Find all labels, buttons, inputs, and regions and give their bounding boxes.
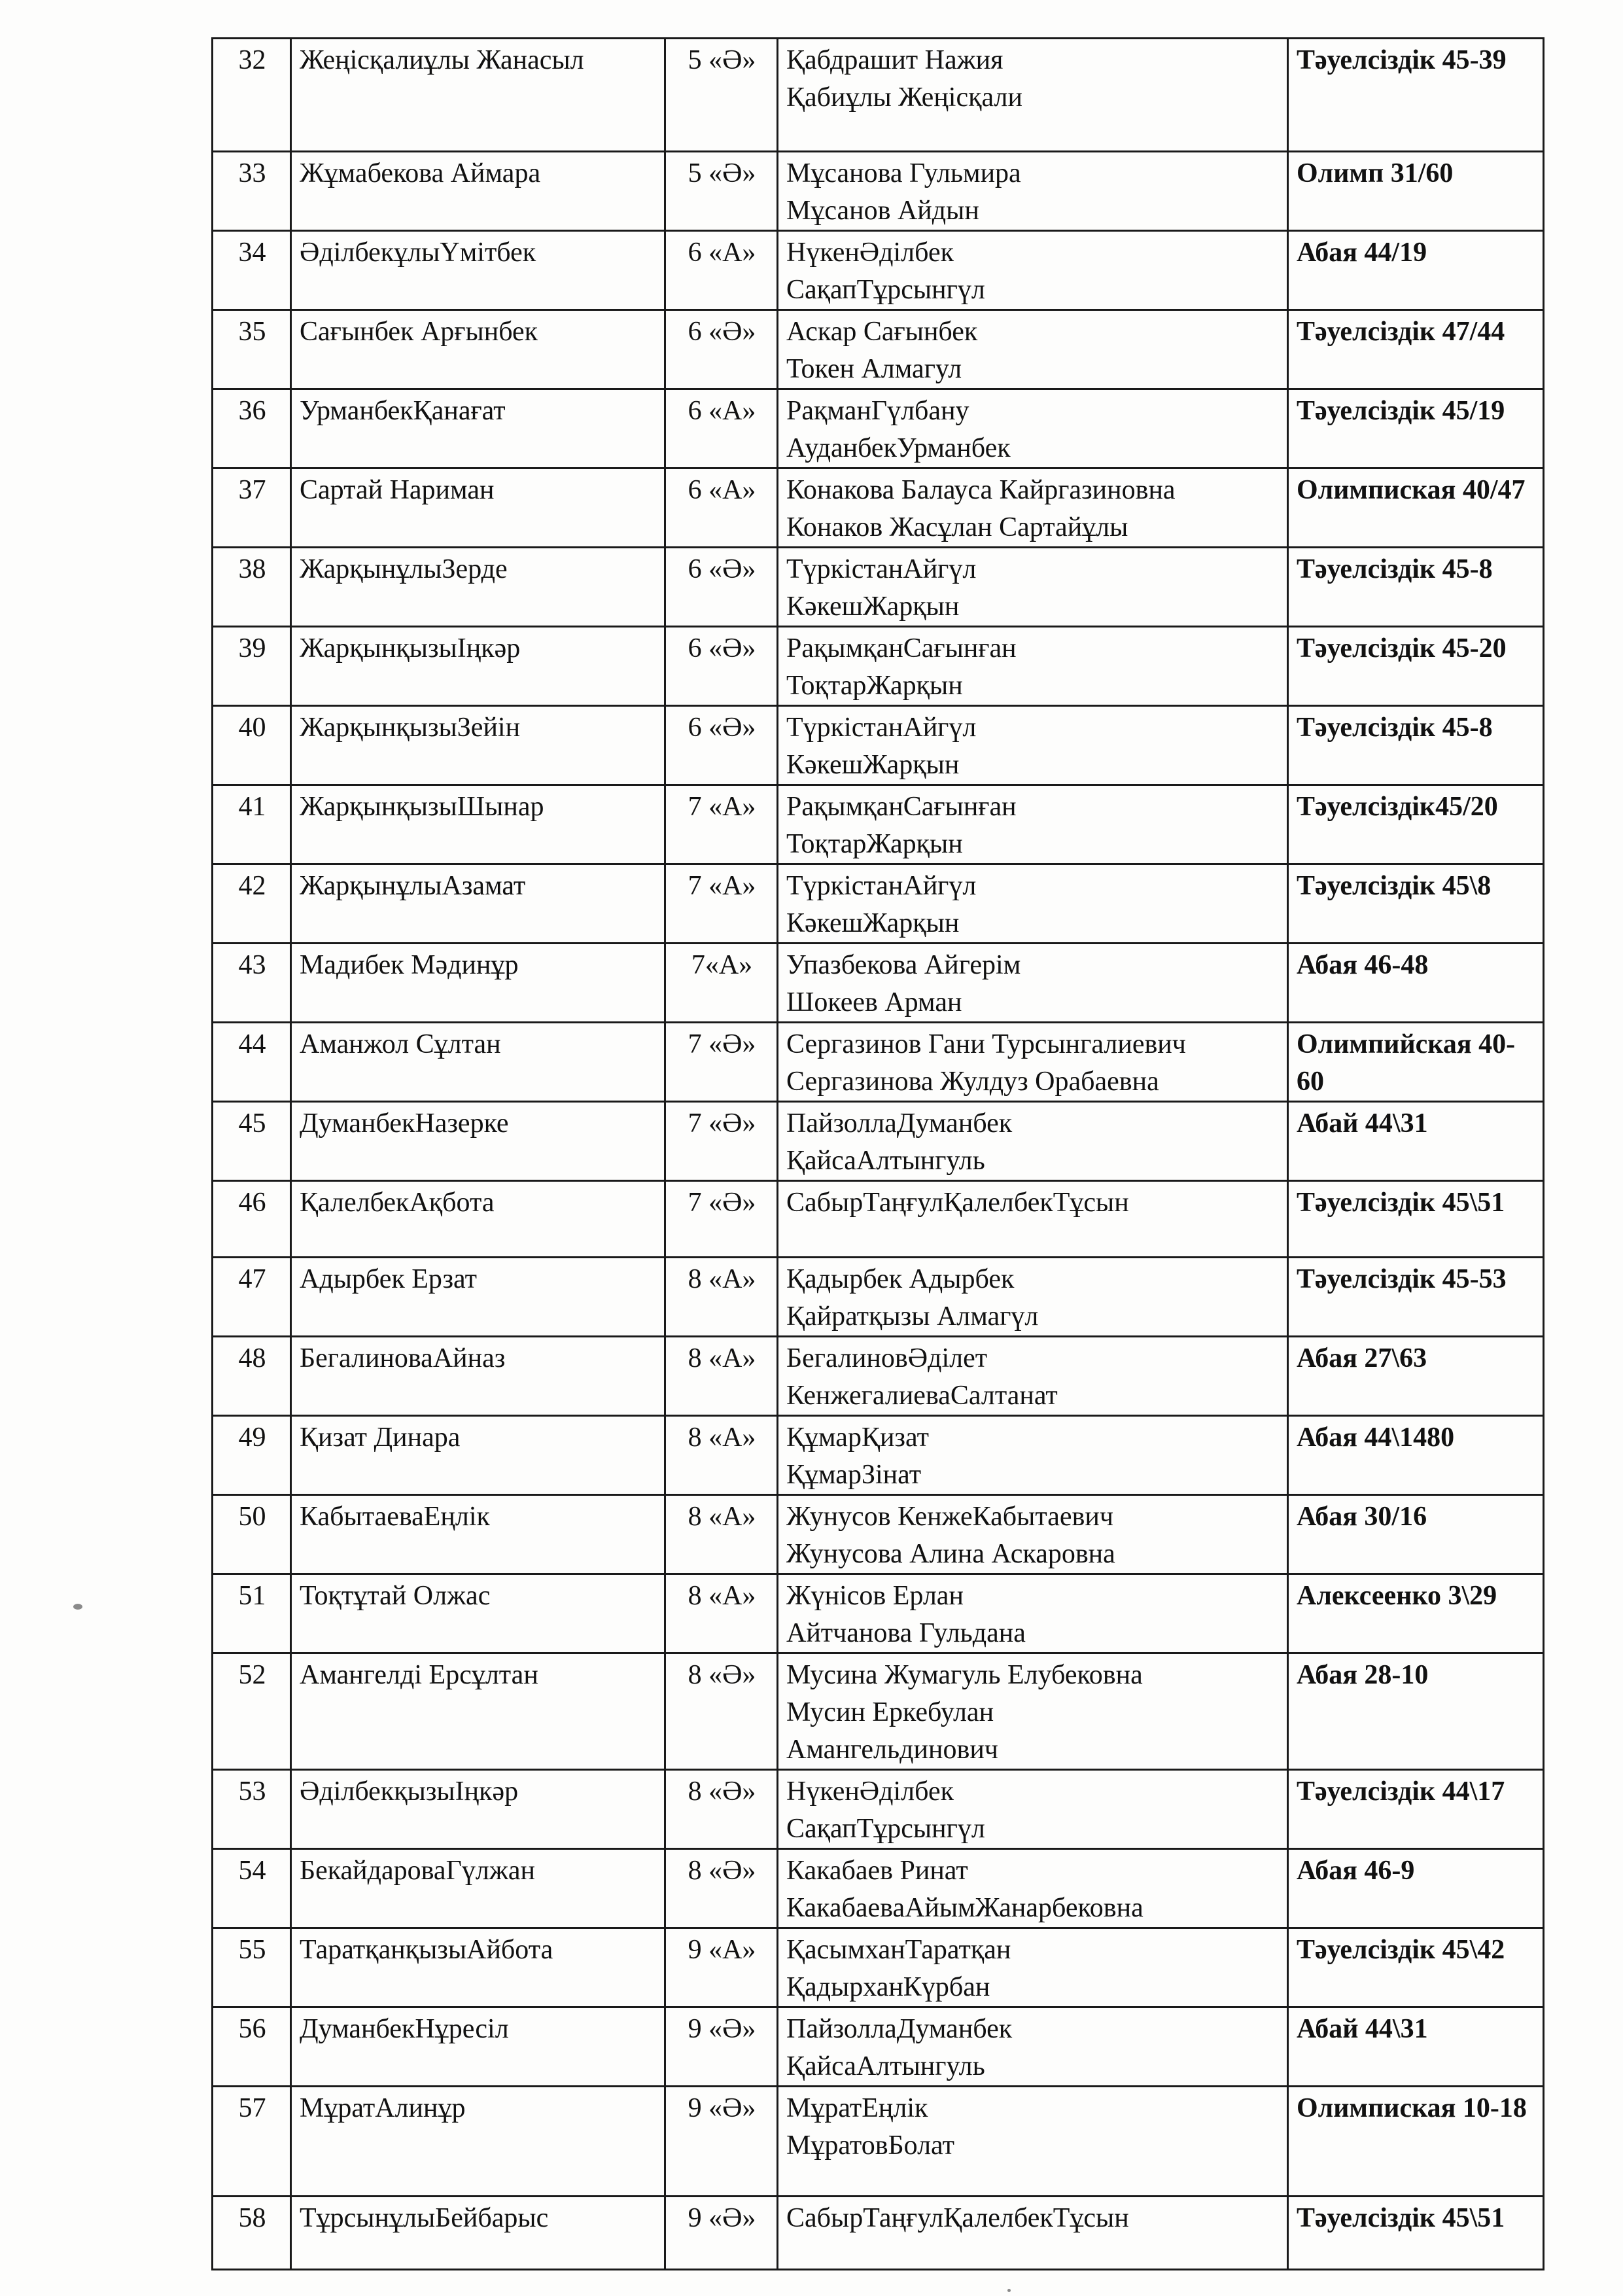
parent-name: Қабиұлы Жеңісқали	[786, 82, 1022, 113]
student-name: УрманбекҚанағат	[291, 389, 665, 468]
table-row	[213, 1102, 1544, 1181]
row-number: 40	[213, 706, 291, 785]
parent-name: БегалиновӘділет	[786, 1343, 988, 1373]
parent-name: Сергазинов Гани Турсынгалиевич	[786, 1029, 1186, 1059]
parents-cell	[778, 152, 1288, 231]
student-name: ДуманбекНазерке	[291, 1102, 665, 1181]
parent-name: Упазбекова Айгерім	[786, 950, 1021, 980]
home-address: Алексеенко 3\29	[1288, 1574, 1544, 1653]
parent-name: ҚайсаАлтынгуль	[786, 1146, 985, 1176]
parent-name: Какабаев Ринат	[786, 1856, 968, 1886]
parents-cell	[778, 468, 1288, 548]
student-name: МұратАлинұр	[291, 2087, 665, 2197]
parents-cell	[778, 39, 1288, 152]
parent-name: Қабдрашит Нажия	[786, 45, 1003, 75]
row-number: 39	[213, 627, 291, 706]
class-grade: 5 «Ә»	[665, 39, 778, 152]
parents-cell	[778, 1181, 1288, 1258]
row-number: 46	[213, 1181, 291, 1258]
parent-name: Мусин Еркебулан	[786, 1697, 994, 1727]
parent-name: Мұсанов Айдын	[786, 196, 979, 226]
parent-name: РақымқанСағынған	[786, 792, 1017, 822]
table-row	[213, 1495, 1544, 1574]
table-row	[213, 389, 1544, 468]
row-number: 43	[213, 944, 291, 1023]
table-row	[213, 1181, 1544, 1258]
student-name: ЖарқынұлыАзамат	[291, 864, 665, 944]
parent-name: Жүнісов Ерлан	[786, 1581, 964, 1611]
parent-name: Сергазинова Жулдуз Орабаевна	[786, 1067, 1159, 1097]
table-row	[213, 1337, 1544, 1416]
parent-name: Айтчанова Гульдана	[786, 1618, 1026, 1648]
parents-cell	[778, 1653, 1288, 1770]
parent-name: ТүркістанАйгүл	[786, 713, 977, 743]
class-grade: 8 «А»	[665, 1574, 778, 1653]
row-number: 48	[213, 1337, 291, 1416]
parent-name: НүкенӘділбек	[786, 238, 954, 268]
class-grade: 9 «Ә»	[665, 2007, 778, 2087]
row-number: 45	[213, 1102, 291, 1181]
parent-name: СақапТұрсынгүл	[786, 1814, 985, 1844]
class-grade: 7 «Ә»	[665, 1181, 778, 1258]
row-number: 57	[213, 2087, 291, 2197]
parent-name: ТүркістанАйгүл	[786, 871, 977, 901]
class-grade: 7 «Ә»	[665, 1102, 778, 1181]
parent-name: КәкешЖарқын	[786, 750, 960, 780]
home-address: Абая 44\1480	[1288, 1416, 1544, 1495]
row-number: 56	[213, 2007, 291, 2087]
class-grade: 6 «А»	[665, 231, 778, 310]
student-name: ЖарқынқызыЗейін	[291, 706, 665, 785]
parents-cell	[778, 1574, 1288, 1653]
row-number: 49	[213, 1416, 291, 1495]
parent-name: ҚасымханТаратқан	[786, 1935, 1011, 1965]
row-number: 44	[213, 1023, 291, 1102]
row-number: 32	[213, 39, 291, 152]
parents-cell	[778, 1416, 1288, 1495]
class-grade: 6 «Ә»	[665, 548, 778, 627]
roster-body	[213, 39, 1544, 2270]
parent-name: Конаков Жасұлан Сартайұлы	[786, 512, 1128, 542]
class-grade: 7 «Ә»	[665, 1023, 778, 1102]
class-grade: 7 «А»	[665, 864, 778, 944]
home-address: Абай 44\31	[1288, 2007, 1544, 2087]
parents-cell	[778, 864, 1288, 944]
parent-name: Конакова Балауса Кайргазиновна	[786, 475, 1176, 505]
parent-name: Шокеев Арман	[786, 987, 962, 1017]
table-row	[213, 1770, 1544, 1849]
table-row	[213, 864, 1544, 944]
table-row	[213, 706, 1544, 785]
parent-name: ПайзоллаДуманбек	[786, 2014, 1013, 2044]
class-grade: 5 «Ә»	[665, 152, 778, 231]
scan-speck	[73, 1604, 82, 1610]
class-grade: 6 «Ә»	[665, 310, 778, 389]
student-name: Мадибек Мәдинұр	[291, 944, 665, 1023]
parent-name: КенжегалиеваСалтанат	[786, 1381, 1058, 1411]
parent-name: КакабаеваАйымЖанарбековна	[786, 1893, 1143, 1923]
class-grade: 8 «А»	[665, 1416, 778, 1495]
parents-cell	[778, 1495, 1288, 1574]
parent-name: РақымқанСағынған	[786, 633, 1017, 663]
home-address: Тәуелсіздік 45\51	[1288, 1181, 1544, 1258]
class-grade: 6 «Ә»	[665, 706, 778, 785]
table-row	[213, 2197, 1544, 2270]
parents-cell	[778, 310, 1288, 389]
class-grade: 8 «Ә»	[665, 1653, 778, 1770]
table-row	[213, 152, 1544, 231]
row-number: 35	[213, 310, 291, 389]
class-grade: 6 «Ә»	[665, 627, 778, 706]
parent-name: Қайратқызы Алмагүл	[786, 1301, 1039, 1332]
parent-name: ҚайсаАлтынгуль	[786, 2051, 985, 2081]
parent-name: ҚұмарЗінат	[786, 1460, 922, 1490]
table-row	[213, 944, 1544, 1023]
student-roster-table	[211, 37, 1544, 2270]
table-row	[213, 1416, 1544, 1495]
student-name: ЖарқынқызыШынар	[291, 785, 665, 864]
table-row	[213, 231, 1544, 310]
parent-name: Мұсанова Гульмира	[786, 158, 1021, 188]
home-address: Абая 46-9	[1288, 1849, 1544, 1928]
class-grade: 7 «А»	[665, 785, 778, 864]
class-grade: 6 «А»	[665, 468, 778, 548]
parent-name: НүкенӘділбек	[786, 1776, 954, 1807]
row-number: 50	[213, 1495, 291, 1574]
home-address: Тәуелсіздік 45-8	[1288, 706, 1544, 785]
parent-name: Қадырбек Адырбек	[786, 1264, 1015, 1294]
parents-cell	[778, 2197, 1288, 2270]
parents-cell	[778, 1928, 1288, 2007]
home-address: Абая 30/16	[1288, 1495, 1544, 1574]
parent-name: КәкешЖарқын	[786, 592, 960, 622]
student-name: ӘділбекқызыІңкәр	[291, 1770, 665, 1849]
home-address: Олимпиская 40/47	[1288, 468, 1544, 548]
parents-cell	[778, 1258, 1288, 1337]
parents-cell	[778, 1023, 1288, 1102]
parents-cell	[778, 785, 1288, 864]
student-name: ТұрсынұлыБейбарыс	[291, 2197, 665, 2270]
student-name: ЖарқынқызыІңкәр	[291, 627, 665, 706]
row-number: 38	[213, 548, 291, 627]
row-number: 47	[213, 1258, 291, 1337]
table-row	[213, 310, 1544, 389]
parents-cell	[778, 2007, 1288, 2087]
row-number: 34	[213, 231, 291, 310]
home-address: Тәуелсіздік 45-8	[1288, 548, 1544, 627]
parent-name: МұратЕңлік	[786, 2093, 928, 2123]
parent-name: Аскар Сағынбек	[786, 317, 978, 347]
parent-name: ҚұмарҚизат	[786, 1422, 929, 1453]
student-name: БегалиноваАйназ	[291, 1337, 665, 1416]
student-name: ДуманбекНұресіл	[291, 2007, 665, 2087]
student-name: БекайдароваГүлжан	[291, 1849, 665, 1928]
table-row	[213, 1849, 1544, 1928]
class-grade: 8 «А»	[665, 1337, 778, 1416]
class-grade: 6 «А»	[665, 389, 778, 468]
home-address: Абая 27\63	[1288, 1337, 1544, 1416]
home-address: Тәуелсіздік45/20	[1288, 785, 1544, 864]
parent-name: АуданбекУрманбек	[786, 433, 1011, 463]
student-name: ӘділбекұлыҮмітбек	[291, 231, 665, 310]
student-name: Сартай Нариман	[291, 468, 665, 548]
class-grade: 7«А»	[665, 944, 778, 1023]
parent-name: ТоқтарЖарқын	[786, 829, 963, 859]
class-grade: 9 «Ә»	[665, 2087, 778, 2197]
row-number: 53	[213, 1770, 291, 1849]
class-grade: 8 «А»	[665, 1495, 778, 1574]
parent-name: Токен Алмагул	[786, 354, 962, 384]
student-name: Жеңісқалиұлы Жанасыл	[291, 39, 665, 152]
student-name: Тоқтұтай Олжас	[291, 1574, 665, 1653]
student-name: КабытаеваЕңлік	[291, 1495, 665, 1574]
parents-cell	[778, 231, 1288, 310]
parents-cell	[778, 1102, 1288, 1181]
class-grade: 8 «Ә»	[665, 1770, 778, 1849]
home-address: Тәуелсіздік 45-39	[1288, 39, 1544, 152]
parent-name: Мусина Жумагуль Елубековна	[786, 1660, 1143, 1690]
home-address: Тәуелсіздік 45-20	[1288, 627, 1544, 706]
table-row	[213, 1258, 1544, 1337]
home-address: Тәуелсіздік 45\8	[1288, 864, 1544, 944]
class-grade: 8 «А»	[665, 1258, 778, 1337]
parent-name: ТүркістанАйгүл	[786, 554, 977, 584]
row-number: 58	[213, 2197, 291, 2270]
home-address: Абай 44\31	[1288, 1102, 1544, 1181]
parents-cell	[778, 944, 1288, 1023]
table-row	[213, 785, 1544, 864]
table-row	[213, 1574, 1544, 1653]
class-grade: 9 «Ә»	[665, 2197, 778, 2270]
table-row	[213, 2007, 1544, 2087]
parent-name: РақманГүлбану	[786, 396, 969, 426]
table-row	[213, 2087, 1544, 2197]
scan-speck	[1007, 2289, 1011, 2292]
student-name: ТаратқанқызыАйбота	[291, 1928, 665, 2007]
table-row	[213, 39, 1544, 152]
home-address: Тәуелсіздік 47/44	[1288, 310, 1544, 389]
row-number: 54	[213, 1849, 291, 1928]
parent-name: Жунусова Алина Аскаровна	[786, 1539, 1115, 1569]
student-name: ЖарқынұлыЗерде	[291, 548, 665, 627]
home-address: Тәуелсіздік 45\51	[1288, 2197, 1544, 2270]
row-number: 36	[213, 389, 291, 468]
parent-name: ПайзоллаДуманбек	[786, 1108, 1013, 1139]
row-number: 51	[213, 1574, 291, 1653]
table-row	[213, 548, 1544, 627]
parent-name: СақапТұрсынгүл	[786, 275, 985, 305]
student-name: Қизат Динара	[291, 1416, 665, 1495]
table-row	[213, 1653, 1544, 1770]
student-name: Сағынбек Арғынбек	[291, 310, 665, 389]
parents-cell	[778, 389, 1288, 468]
parents-cell	[778, 1337, 1288, 1416]
parents-cell	[778, 548, 1288, 627]
home-address: Абая 44/19	[1288, 231, 1544, 310]
table-row	[213, 468, 1544, 548]
parents-cell	[778, 1770, 1288, 1849]
home-address: Олимпиская 10-18	[1288, 2087, 1544, 2197]
home-address: Тәуелсіздік 45\42	[1288, 1928, 1544, 2007]
table-row	[213, 1928, 1544, 2007]
row-number: 41	[213, 785, 291, 864]
class-grade: 9 «А»	[665, 1928, 778, 2007]
parent-name: Амангельдинович	[786, 1735, 998, 1765]
parents-cell	[778, 706, 1288, 785]
class-grade: 8 «Ә»	[665, 1849, 778, 1928]
student-name: Амангелді Ерсұлтан	[291, 1653, 665, 1770]
home-address: Тәуелсіздік 45/19	[1288, 389, 1544, 468]
home-address: Абая 46-48	[1288, 944, 1544, 1023]
home-address: Абая 28-10	[1288, 1653, 1544, 1770]
home-address: Тәуелсіздік 45-53	[1288, 1258, 1544, 1337]
row-number: 52	[213, 1653, 291, 1770]
student-name: ҚалелбекАқбота	[291, 1181, 665, 1258]
home-address: Тәуелсіздік 44\17	[1288, 1770, 1544, 1849]
parents-cell	[778, 2087, 1288, 2197]
row-number: 37	[213, 468, 291, 548]
row-number: 55	[213, 1928, 291, 2007]
row-number: 42	[213, 864, 291, 944]
table-row	[213, 627, 1544, 706]
table-row	[213, 1023, 1544, 1102]
parent-name: Жунусов КенжеКабытаевич	[786, 1502, 1113, 1532]
home-address: Олимп 31/60	[1288, 152, 1544, 231]
student-name: Аманжол Сұлтан	[291, 1023, 665, 1102]
parents-cell	[778, 627, 1288, 706]
parent-name: СабырТаңғулҚалелбекТұсын	[786, 1188, 1129, 1218]
parents-cell	[778, 1849, 1288, 1928]
parent-name: СабырТаңғулҚалелбекТұсын	[786, 2203, 1129, 2233]
home-address: Олимпийская 40-60	[1288, 1023, 1544, 1102]
student-name: Адырбек Ерзат	[291, 1258, 665, 1337]
parent-name: ҚадырханКүрбан	[786, 1972, 990, 2002]
parent-name: ТоқтарЖарқын	[786, 671, 963, 701]
parent-name: КәкешЖарқын	[786, 908, 960, 938]
parent-name: МұратовБолат	[786, 2130, 954, 2161]
student-name: Жұмабекова Аймара	[291, 152, 665, 231]
row-number: 33	[213, 152, 291, 231]
